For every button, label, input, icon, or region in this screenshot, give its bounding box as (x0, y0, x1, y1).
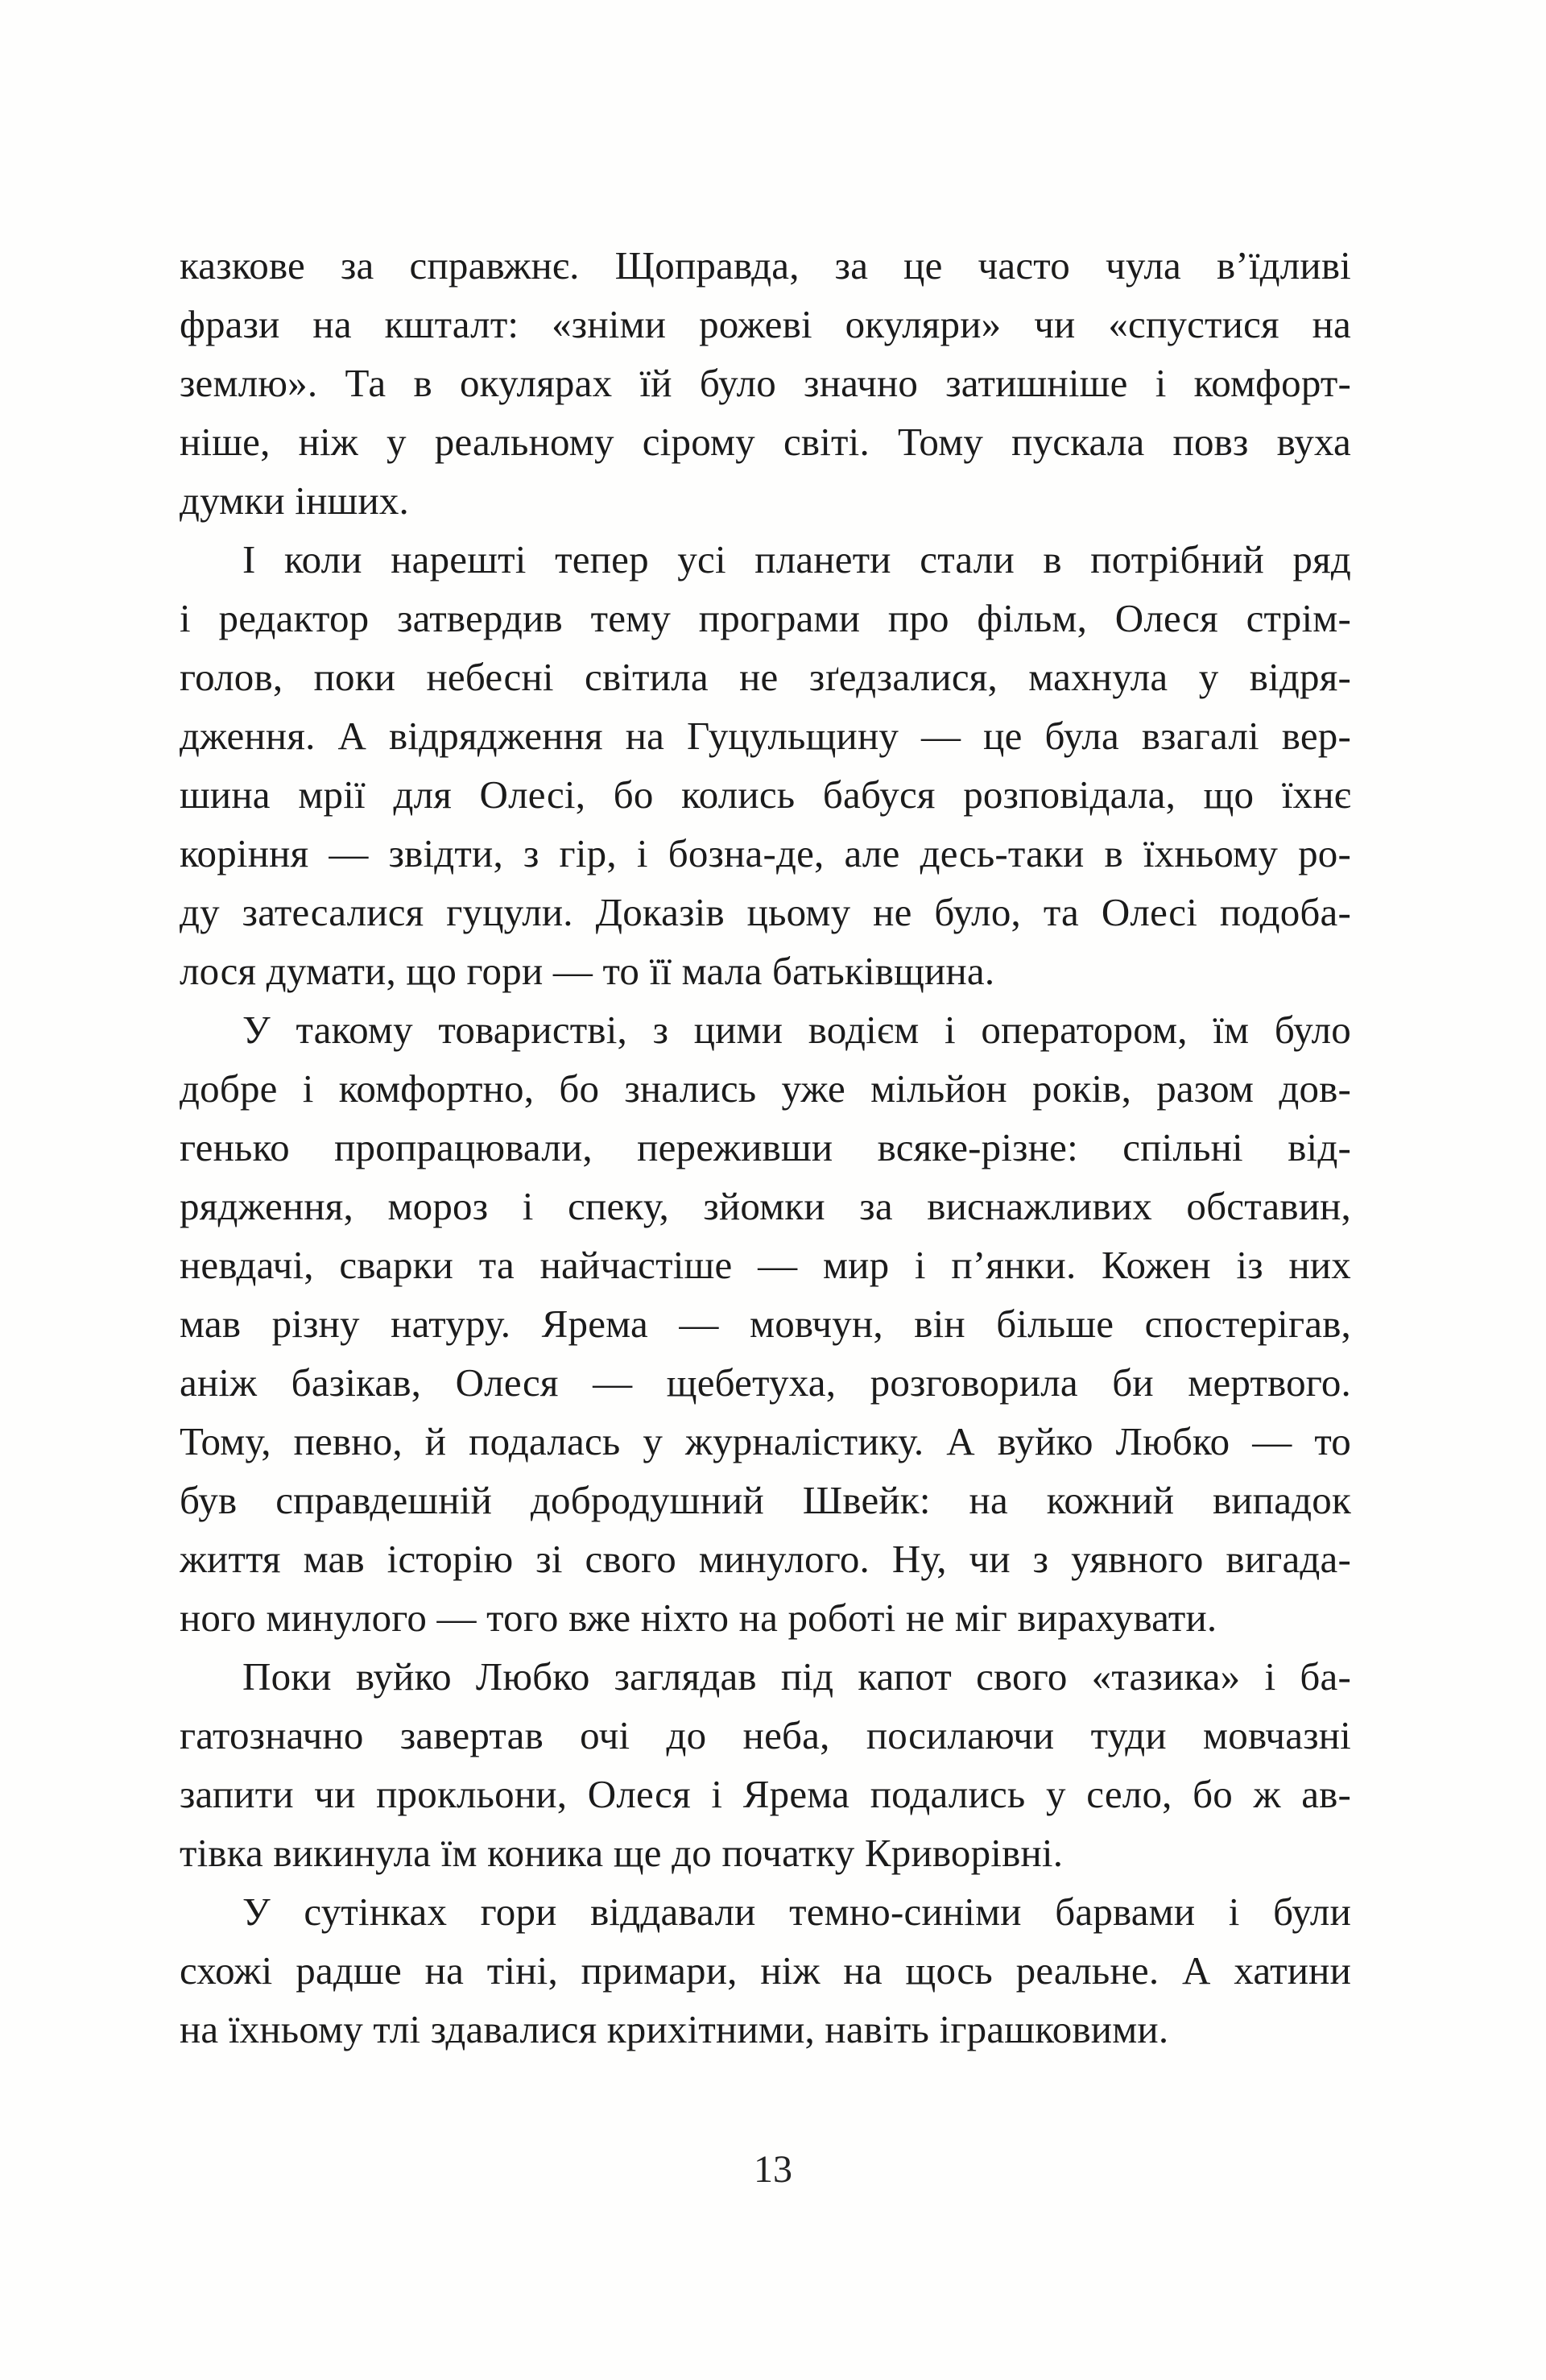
text-line: казкове за справжнє. Щоправда, за це часто чула в’їдливі (180, 243, 1351, 288)
text-line: добре і комфортно, бо знались уже мільйон років, разом дов- (180, 1066, 1351, 1111)
paragraph (180, 1882, 1351, 2059)
text-line: лося думати, що гори — то її мала батьківщина. (180, 949, 995, 993)
text-line: У такому товаристві, з цими водієм і оператором, їм було (242, 1008, 1351, 1052)
text-line: генько пропрацювали, переживши всяке-різне: спільні від- (180, 1125, 1351, 1169)
text-line: ного минулого — того вже ніхто на роботі не міг вирахувати. (180, 1596, 1217, 1640)
text-line: думки інших. (180, 478, 410, 523)
text-line: на їхньому тлі здавалися крихітними, навіть іграшковими. (180, 2007, 1169, 2051)
text-line: був справдешній добродушний Швейк: на кожний випадок (180, 1478, 1351, 1522)
text-line: життя мав історію зі свого минулого. Ну, чи з уявного вигада- (180, 1537, 1351, 1581)
text-line: гатозначно завертав очі до неба, посилаючи туди мовчазні (180, 1713, 1351, 1757)
text-line: фрази на кшталт: «зніми рожеві окуляри» чи «спустися на (180, 302, 1351, 346)
text-line: ніше, ніж у реальному сірому світі. Тому пускала повз вуха (180, 420, 1351, 464)
text-line: землю». Та в окулярах їй було значно затишніше і комфорт- (180, 361, 1351, 405)
text-line: аніж базікав, Олеся — щебетуха, розговорила би мертвого. (180, 1360, 1351, 1405)
text-line: рядження, мороз і спеку, зйомки за виснажливих обставин, (180, 1184, 1351, 1228)
text-line: ду затесалися гуцули. Доказів цьому не було, та Олесі подоба- (180, 890, 1351, 934)
paragraph (180, 530, 1351, 1000)
text-line: і редактор затвердив тему програми про фільм, Олеся стрім- (180, 596, 1351, 640)
text-line: коріння — звідти, з гір, і бозна-де, але десь-таки в їхньому ро- (180, 831, 1351, 875)
text-line: невдачі, сварки та найчастіше — мир і п’янки. Кожен із них (180, 1243, 1351, 1287)
text-line: запити чи прокльони, Олеся і Ярема подались у село, бо ж ав- (180, 1772, 1351, 1816)
text-line: Поки вуйко Любко заглядав під капот свого «тазика» і ба- (242, 1654, 1351, 1699)
text-line: І коли нарешті тепер усі планети стали в потрібний ряд (242, 537, 1351, 582)
paragraph (180, 236, 1351, 530)
text-block (180, 236, 1351, 2059)
text-line: У сутінках гори віддавали темно-синіми барвами і були (242, 1890, 1351, 1934)
page-number: 13 (754, 2148, 792, 2191)
text-line: Тому, певно, й подалась у журналістику. А вуйко Любко — то (180, 1419, 1351, 1463)
text-line: шина мрії для Олесі, бо колись бабуся розповідала, що їхнє (180, 772, 1351, 817)
text-line: голов, поки небесні світила не зґедзалися, махнула у відря- (180, 655, 1351, 699)
text-line: тівка викинула їм коника ще до початку Криворівні. (180, 1831, 1064, 1875)
text-line: мав різну натуру. Ярема — мовчун, він більше спостерігав, (180, 1302, 1351, 1346)
paragraph (180, 1647, 1351, 1882)
text-line: дження. А відрядження на Гуцульщину — це була взагалі вер- (180, 714, 1351, 758)
paragraph (180, 1000, 1351, 1647)
text-line: схожі радше на тіні, примари, ніж на щось реальне. А хатини (180, 1948, 1351, 1993)
